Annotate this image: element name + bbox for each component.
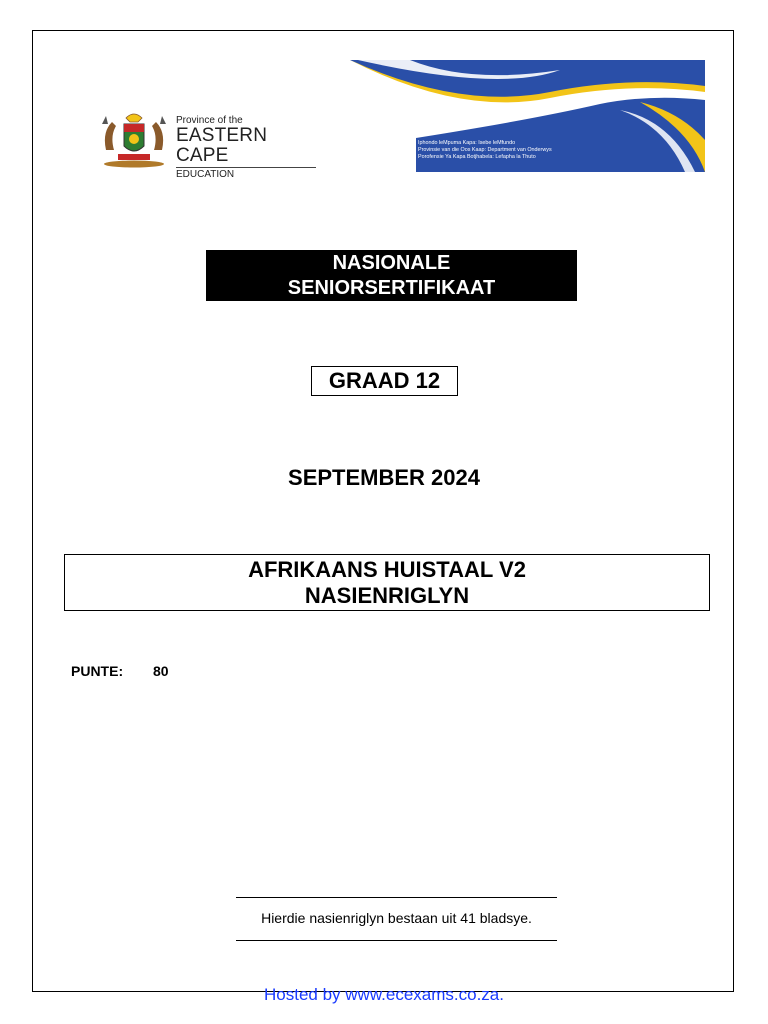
marks-value: 80 (153, 663, 169, 679)
subject-title: AFRIKAANS HUISTAAL V2 (248, 557, 526, 582)
subject-box (64, 554, 710, 611)
banner-line-sotho: Porofensie Ya Kapa Botjhabela: Lefapha la Thuto (418, 154, 536, 160)
footer-rule-bottom (236, 940, 557, 941)
certificate-title-line1: NASIONALE (332, 252, 451, 274)
marks-label: PUNTE: (71, 663, 124, 679)
page-count-note: Hierdie nasienriglyn bestaan uit 41 bladsye. (261, 910, 532, 926)
grade-box: GRAAD 12 (311, 366, 458, 396)
coat-of-arms-icon (98, 110, 170, 168)
certificate-title-box (206, 250, 577, 301)
logo-province-text: Province of the (176, 115, 243, 126)
page-border (32, 30, 734, 992)
logo-education-text: EDUCATION (176, 169, 235, 180)
banner-line-afrikaans: Provinsie van die Oos Kaap: Department van Onderwys (418, 147, 552, 153)
logo-eastern-cape-text: EASTERN CAPE (176, 125, 268, 166)
eastern-cape-logo (98, 110, 318, 180)
banner-line-xhosa: Iphondo leMpuma Kapa: Isebe leMfundo (418, 140, 516, 146)
logo-divider (176, 167, 316, 168)
footer-rule-top (236, 897, 557, 898)
subject-subtitle: NASIENRIGLYN (304, 583, 470, 608)
hosted-by-link[interactable]: Hosted by www.ecexams.co.za. (264, 985, 504, 1004)
banner-department-lines (418, 140, 648, 161)
certificate-title-line2: SENIORSERTIFIKAAT (287, 277, 496, 299)
exam-date: SEPTEMBER 2024 (288, 465, 480, 490)
